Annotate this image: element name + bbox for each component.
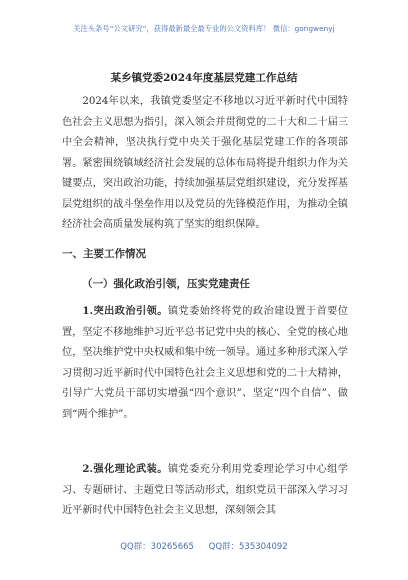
footer-qq-group-1: QQ群：30265665 [120, 542, 194, 552]
header-banner: 关注头条号“公文研究”，获得最新最全最专业的公文资料库！ 微信：gongwenyj [73, 24, 335, 33]
document-title: 某乡镇党委2024年度基层党建工作总结 [110, 72, 298, 84]
subsection-heading: （一）强化政治引领，压实党建责任 [82, 278, 250, 290]
section-heading: 一、主要工作情况 [62, 248, 146, 260]
footer-qq-group-2: QQ群：535304092 [208, 542, 288, 552]
item-2-lead: 2.强化理论武装。 [82, 463, 168, 475]
item-1-body: 镇党委始终将党的政治建设置于首要位置，坚定不移地维护习近平总书记党中央的核心、全党的核心地位，坚决维护党中央权威和集中统一领导。通过多种形式深入学习贯彻习近平新时代中国特色社会主义思想和党的二十大精神，引导广大党员干部切实增强“四个意识”、坚定“四个自信”、做到“两个维护”。 [62, 306, 348, 420]
intro-paragraph: 2024年以来，我镇党委坚定不移地以习近平新时代中国特色社会主义思想为指引，深入领会并贯彻党的二十大和二十届三中全会精神，坚决执行党中央关于强化基层党建工作的各项部署。紧密围绕镇域经济社会发展的总体布局将提升组织力作为关键要点，突出政治功能，持续加强基层党组织建设，充分发挥基层党组织的战斗堡垒作用以及党员的先锋模范作用，为推动全镇经济社会高质量发展构筑了坚实的组织保障。 [62, 96, 348, 230]
item-2-body: 镇党委充分利用党委理论学习中心组学习、专题研讨、主题党日等活动形式，组织党员干部深入学习习近平新时代中国特色社会主义思想，深刻领会其 [62, 464, 348, 516]
item-1-paragraph [62, 301, 348, 425]
item-1-lead: 1.突出政治引领。 [82, 305, 168, 317]
footer [0, 540, 408, 552]
item-2-paragraph [62, 459, 348, 522]
